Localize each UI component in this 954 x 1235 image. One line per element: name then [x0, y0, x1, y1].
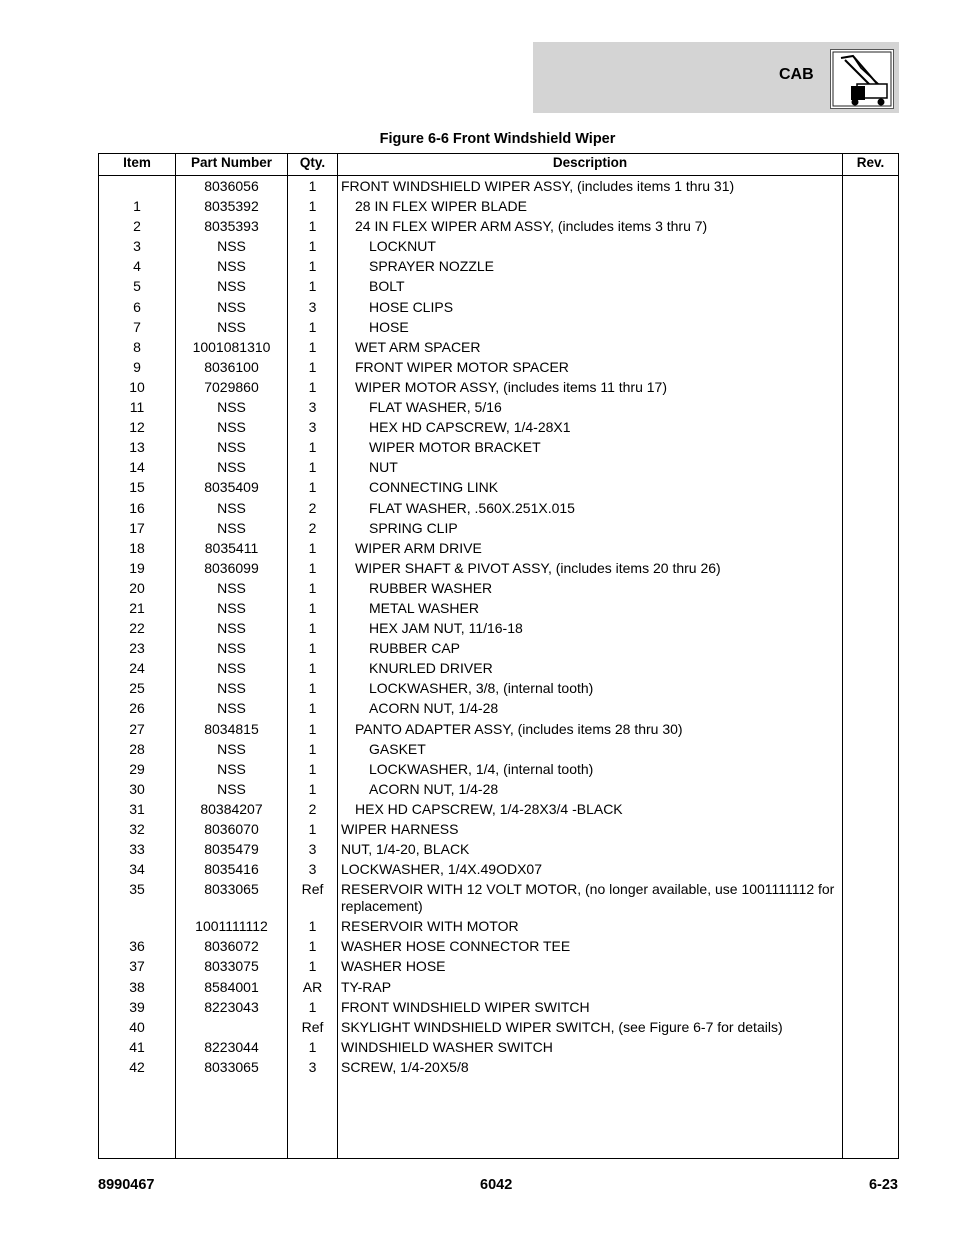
- cell-description: HOSE CLIPS: [369, 298, 454, 315]
- cell-item: 22: [129, 620, 145, 637]
- cell-qty: 1: [308, 559, 317, 576]
- cell-description: BOLT: [369, 278, 405, 295]
- table-row: [99, 779, 898, 799]
- cell-qty: 1: [308, 198, 317, 215]
- cell-item: 33: [129, 841, 145, 858]
- cell-description: 28 IN FLEX WIPER BLADE: [355, 198, 527, 215]
- column-header-part-number: Part Number: [190, 155, 273, 170]
- cell-item: 7: [133, 318, 141, 335]
- table-row: [99, 377, 898, 397]
- table-row: [99, 437, 898, 457]
- cell-part-number: 8035479: [204, 841, 259, 858]
- cell-qty: 1: [308, 459, 317, 476]
- cell-description: SPRAYER NOZZLE: [369, 258, 494, 275]
- cell-part-number: 8035392: [204, 198, 259, 215]
- table-row: [99, 256, 898, 276]
- cell-description: RESERVOIR WITH MOTOR: [341, 918, 519, 935]
- table-row: [99, 477, 898, 497]
- cell-item: 8: [133, 338, 141, 355]
- cell-part-number: 8036099: [204, 559, 259, 576]
- table-row: [99, 839, 898, 859]
- cell-item: 17: [129, 519, 145, 536]
- cell-part-number: NSS: [217, 519, 246, 536]
- cell-qty: 1: [308, 338, 317, 355]
- cell-item: 12: [129, 419, 145, 436]
- cell-item: 13: [129, 439, 145, 456]
- cell-qty: 1: [308, 660, 317, 677]
- cell-qty: 2: [308, 800, 317, 817]
- cell-part-number: NSS: [217, 680, 246, 697]
- cell-item: 15: [129, 479, 145, 496]
- cell-description: 24 IN FLEX WIPER ARM ASSY, (includes items 3 thru 7): [355, 218, 708, 235]
- table-row: [99, 997, 898, 1017]
- cell-item: 10: [129, 378, 145, 395]
- table-row: [99, 317, 898, 337]
- cell-qty: 3: [308, 841, 317, 858]
- cell-description: NUT, 1/4-20, BLACK: [341, 841, 470, 858]
- cell-item: 25: [129, 680, 145, 697]
- cell-item: 16: [129, 499, 145, 516]
- cell-item: 39: [129, 998, 145, 1015]
- cell-description: SPRING CLIP: [369, 519, 458, 536]
- cell-qty: 1: [308, 378, 317, 395]
- cell-part-number: NSS: [217, 760, 246, 777]
- cell-qty: 1: [308, 680, 317, 697]
- table-row: [99, 719, 898, 739]
- table-row: [99, 618, 898, 638]
- cell-qty: 1: [308, 780, 317, 797]
- cell-item: 18: [129, 539, 145, 556]
- cell-qty: 3: [308, 419, 317, 436]
- table-row: [99, 916, 898, 936]
- cell-item: 26: [129, 700, 145, 717]
- footer-page-number: 6-23: [868, 1177, 898, 1193]
- cell-part-number: 8035409: [204, 479, 259, 496]
- cell-description: WET ARM SPACER: [355, 338, 481, 355]
- cell-item: 23: [129, 640, 145, 657]
- column-header-description: Description: [552, 155, 628, 170]
- table-row: [99, 518, 898, 538]
- table-row: [99, 598, 898, 618]
- cell-item: 4: [133, 258, 141, 275]
- column-header-qty: Qty.: [299, 155, 326, 170]
- table-row: [99, 819, 898, 839]
- cell-description: ACORN NUT, 1/4-28: [369, 780, 499, 797]
- table-row: [99, 698, 898, 718]
- cell-part-number: 8036100: [204, 358, 259, 375]
- cell-part-number: 8033075: [204, 958, 259, 975]
- cell-description: GASKET: [369, 740, 426, 757]
- cell-item: 5: [133, 278, 141, 295]
- cell-part-number: 8033065: [204, 881, 259, 898]
- cell-description: HOSE: [369, 318, 409, 335]
- cell-item: 42: [129, 1058, 145, 1075]
- cell-description: WIPER MOTOR BRACKET: [369, 439, 541, 456]
- table-row: [99, 977, 898, 997]
- cell-part-number: NSS: [217, 459, 246, 476]
- cell-qty: AR: [302, 978, 323, 995]
- cell-qty: 1: [308, 918, 317, 935]
- cell-qty: 2: [308, 519, 317, 536]
- cell-description: WIPER SHAFT & PIVOT ASSY, (includes items 20 thru 26): [355, 559, 721, 576]
- cell-qty: 1: [308, 218, 317, 235]
- cell-part-number: NSS: [217, 258, 246, 275]
- cell-part-number: 8033065: [204, 1058, 259, 1075]
- cell-part-number: NSS: [217, 599, 246, 616]
- cell-item: 27: [129, 720, 145, 737]
- cell-description: HEX HD CAPSCREW, 1/4-28X3/4 -BLACK: [355, 800, 623, 817]
- cell-part-number: NSS: [217, 278, 246, 295]
- figure-title: Figure 6-6 Front Windshield Wiper: [379, 131, 616, 147]
- cell-part-number: NSS: [217, 780, 246, 797]
- cell-qty: 1: [308, 238, 317, 255]
- cell-description: LOCKNUT: [369, 238, 436, 255]
- cell-item: 3: [133, 238, 141, 255]
- table-row: [99, 397, 898, 417]
- cell-part-number: 8035411: [204, 539, 259, 556]
- cell-part-number: NSS: [217, 238, 246, 255]
- cell-part-number: 1001111112: [195, 918, 268, 935]
- cell-qty: 1: [308, 318, 317, 335]
- cell-item: 31: [129, 800, 145, 817]
- cell-part-number: NSS: [217, 499, 246, 516]
- cell-description: FRONT WIPER MOTOR SPACER: [355, 358, 569, 375]
- cell-part-number: NSS: [217, 660, 246, 677]
- cell-qty: 1: [308, 640, 317, 657]
- cell-description: TY-RAP: [341, 978, 392, 995]
- table-row: [99, 658, 898, 678]
- footer-doc-number: 8990467: [98, 1177, 155, 1193]
- cell-description: METAL WASHER: [369, 599, 479, 616]
- cell-description: LOCKWASHER, 1/4X.49ODX07: [341, 861, 543, 878]
- table-row: [99, 558, 898, 578]
- cell-description: FLAT WASHER, .560X.251X.015: [369, 499, 575, 516]
- table-row: [99, 1057, 898, 1077]
- table-row: [99, 337, 898, 357]
- cell-description: SKYLIGHT WINDSHIELD WIPER SWITCH, (see Figure 6-7 for details): [341, 1018, 783, 1035]
- cell-description: WIPER ARM DRIVE: [355, 539, 482, 556]
- cell-description: SCREW, 1/4-20X5/8: [341, 1058, 469, 1075]
- table-row: [99, 678, 898, 698]
- cell-description: WASHER HOSE CONNECTOR TEE: [341, 938, 571, 955]
- table-row: [99, 638, 898, 658]
- table-row: [99, 297, 898, 317]
- cell-item: 21: [129, 599, 145, 616]
- cell-part-number: 7029860: [204, 378, 259, 395]
- cell-item: 30: [129, 780, 145, 797]
- cell-qty: 1: [308, 278, 317, 295]
- cell-qty: 1: [308, 539, 317, 556]
- cell-description: NUT: [369, 459, 398, 476]
- cell-part-number: 8584001: [204, 978, 259, 995]
- cell-qty: 1: [308, 258, 317, 275]
- cell-qty: 1: [308, 938, 317, 955]
- cell-part-number: NSS: [217, 700, 246, 717]
- cell-item: 34: [129, 861, 145, 878]
- table-body: [99, 176, 898, 1077]
- table-row: [99, 276, 898, 296]
- table-row: [99, 578, 898, 598]
- cell-item: 35: [129, 881, 145, 898]
- cell-item: 41: [129, 1038, 145, 1055]
- table-row: [99, 176, 898, 196]
- cell-description: FRONT WINDSHIELD WIPER ASSY, (includes items 1 thru 31): [341, 178, 735, 194]
- cell-part-number: NSS: [217, 318, 246, 335]
- cell-part-number: 8223044: [204, 1038, 259, 1055]
- cell-item: 36: [129, 938, 145, 955]
- table-row: [99, 879, 898, 916]
- boom-lift-icon: [830, 49, 894, 109]
- table-row: [99, 357, 898, 377]
- cell-qty: Ref: [301, 1018, 324, 1035]
- cell-qty: 1: [308, 958, 317, 975]
- cell-description: FLAT WASHER, 5/16: [369, 399, 502, 416]
- cell-part-number: NSS: [217, 640, 246, 657]
- cell-qty: 1: [308, 358, 317, 375]
- cell-description: RUBBER CAP: [369, 640, 461, 657]
- cell-part-number: NSS: [217, 579, 246, 596]
- cell-part-number: 8036056: [204, 178, 259, 194]
- table-row: [99, 799, 898, 819]
- cell-description: HEX HD CAPSCREW, 1/4-28X1: [369, 419, 571, 436]
- cell-qty: 1: [308, 479, 317, 496]
- column-header-item: Item: [123, 155, 151, 170]
- cell-qty: 3: [308, 861, 317, 878]
- cell-part-number: NSS: [217, 298, 246, 315]
- table-row: [99, 538, 898, 558]
- cell-item: 1: [133, 198, 141, 215]
- cell-qty: 1: [308, 821, 317, 837]
- cell-description: LOCKWASHER, 1/4, (internal tooth): [369, 760, 594, 777]
- cell-item: 24: [129, 660, 145, 677]
- cell-item: 6: [133, 298, 141, 315]
- cell-part-number: 8035416: [204, 861, 259, 878]
- cell-part-number: 8034815: [204, 720, 259, 737]
- cell-part-number: 8036070: [204, 821, 259, 837]
- table-row: [99, 759, 898, 779]
- cell-item: 9: [133, 358, 141, 375]
- cell-qty: 1: [308, 700, 317, 717]
- cell-item: 14: [129, 459, 145, 476]
- table-row: [99, 739, 898, 759]
- table-row: [99, 1017, 898, 1037]
- cell-description: KNURLED DRIVER: [369, 660, 493, 677]
- cell-description: HEX JAM NUT, 11/16-18: [369, 620, 523, 637]
- cell-part-number: NSS: [217, 399, 246, 416]
- cell-part-number: 8035393: [204, 218, 259, 235]
- cell-part-number: 8223043: [204, 998, 259, 1015]
- table-row: [99, 417, 898, 437]
- cell-qty: 3: [308, 399, 317, 416]
- cell-description: WASHER HOSE: [341, 958, 446, 975]
- cell-item: 19: [129, 559, 145, 576]
- cell-qty: 1: [308, 439, 317, 456]
- table-row: [99, 457, 898, 477]
- table-row: [99, 216, 898, 236]
- cell-description: CONNECTING LINK: [369, 479, 499, 496]
- cell-qty: Ref: [301, 881, 324, 898]
- table-row: [99, 956, 898, 976]
- cell-qty: 3: [308, 1058, 317, 1075]
- cell-qty: 1: [308, 178, 317, 194]
- cell-item: 32: [129, 821, 145, 837]
- cell-part-number: NSS: [217, 419, 246, 436]
- cell-part-number: 80384207: [200, 800, 263, 817]
- table-row: [99, 236, 898, 256]
- cell-qty: 1: [308, 579, 317, 596]
- cell-qty: 1: [308, 1038, 317, 1055]
- table-row: [99, 196, 898, 216]
- table-row: [99, 498, 898, 518]
- cell-part-number: 8036072: [204, 938, 259, 955]
- cell-qty: 2: [308, 499, 317, 516]
- cell-description: ACORN NUT, 1/4-28: [369, 700, 499, 717]
- cell-item: 38: [129, 978, 145, 995]
- cell-qty: 1: [308, 620, 317, 637]
- table-row: [99, 1037, 898, 1057]
- cell-part-number: NSS: [217, 439, 246, 456]
- cell-item: 2: [133, 218, 141, 235]
- cell-part-number: NSS: [217, 620, 246, 637]
- cell-part-number: NSS: [217, 740, 246, 757]
- cell-description: PANTO ADAPTER ASSY, (includes items 28 thru 30): [355, 720, 683, 737]
- parts-table: [98, 153, 899, 1159]
- column-header-rev: Rev.: [856, 155, 885, 170]
- cell-qty: 3: [308, 298, 317, 315]
- cell-item: 37: [129, 958, 145, 975]
- cell-qty: 1: [308, 720, 317, 737]
- cell-item: 28: [129, 740, 145, 757]
- table-row: [99, 936, 898, 956]
- cell-item: 20: [129, 579, 145, 596]
- cell-item: 40: [129, 1018, 145, 1035]
- cell-description: WINDSHIELD WASHER SWITCH: [341, 1038, 553, 1055]
- section-label: CAB: [779, 66, 814, 83]
- cell-qty: 1: [308, 998, 317, 1015]
- cell-description: WIPER HARNESS: [341, 821, 459, 837]
- cell-item: 29: [129, 760, 145, 777]
- cell-description: RESERVOIR WITH 12 VOLT MOTOR, (no longer available, use 1001111112 for replacement): [341, 881, 835, 914]
- cell-qty: 1: [308, 760, 317, 777]
- cell-qty: 1: [308, 599, 317, 616]
- table-row: [99, 859, 898, 879]
- cell-description: LOCKWASHER, 3/8, (internal tooth): [369, 680, 594, 697]
- cell-description: WIPER MOTOR ASSY, (includes items 11 thru 17): [355, 378, 667, 395]
- cell-description: RUBBER WASHER: [369, 579, 493, 596]
- cell-description: FRONT WINDSHIELD WIPER SWITCH: [341, 998, 590, 1015]
- footer-model: 6042: [480, 1177, 513, 1193]
- cell-part-number: 1001081310: [192, 338, 271, 355]
- cell-item: 11: [129, 399, 145, 416]
- cell-qty: 1: [308, 740, 317, 757]
